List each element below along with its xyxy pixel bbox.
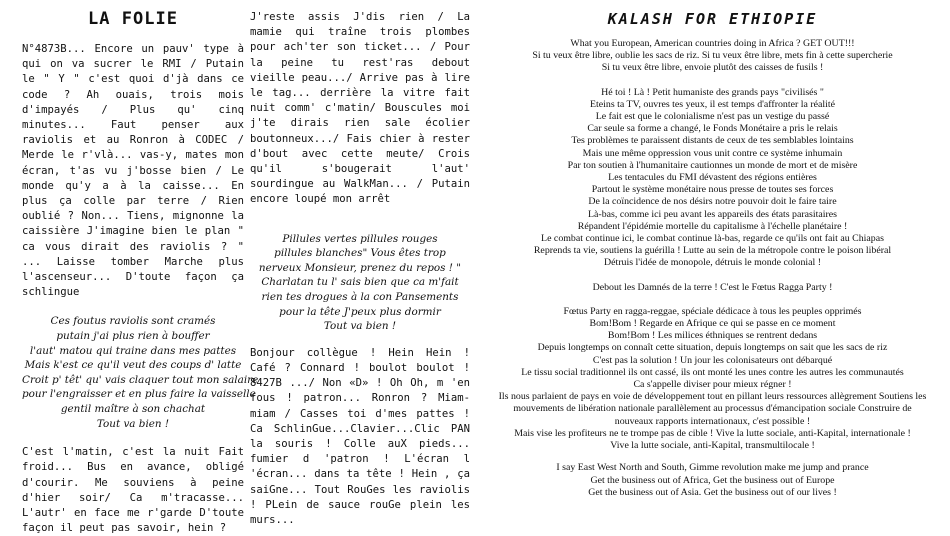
lyric-line: Mais une même oppression vous unit contre ce système inhumain bbox=[582, 147, 843, 159]
lyric-line: Les tentacules du FMI dévastent des régions entières bbox=[608, 172, 817, 184]
lyric-line: Reprends ta vie, soutiens la guérilla ! Lutte au sein de la métropole contre le poison libéral bbox=[533, 245, 892, 257]
lyric-line: Répandent l'épidémie mortelle du capitalisme à l'échelle planétaire ! bbox=[577, 220, 848, 232]
poem-line: pour la tête J'peux plus dormir bbox=[279, 305, 441, 318]
poem-line: Pillules vertes pillules rouges bbox=[282, 232, 438, 245]
poem-line: rien tes drogues à la con Pansements bbox=[261, 291, 459, 304]
left-column bbox=[22, 0, 259, 536]
page-title-kalash: KALASH FOR ETHIOPIE bbox=[607, 10, 818, 28]
lyric-line: Vive la lutte sociale, anti-Kapital, transmultilocale ! bbox=[610, 440, 815, 452]
poem-line: gentil maître à son chachat bbox=[60, 403, 206, 416]
text-paragraph: N°4873B... Encore un pauv' type à qui on va sucrer le RMI / Putain le " Y " c'est quoi d'jà dans ce code ? Ah ouais, trois mois d'impayés / Plus qu' cinq minutes... Faut penser aux raviolis et au Ronron à CODEC / Merde le r'vlà... vas-y, mates mon écran, t'as vu j'bosse bien / Le monde qu'y a à la caisse... En plus ça colle par terre / Rien oublié ? Non... Tiens, mignonne la caissière J'imagine bien le plan " ca vous dirait des raviolis ? " ... Laisse tomber Marche plus l'ascenseur... D'toute façon ça schlingue bbox=[22, 43, 244, 299]
poem-line: Charlatan tu l' sais bien que ca m'fait bbox=[261, 276, 459, 289]
lyric-line: Ca s'appelle diviser pour mieux régner ! bbox=[633, 379, 792, 391]
lyric-line: C'est pas la solution ! Un jour les colonisateurs ont débarqué bbox=[592, 354, 833, 366]
verse-block bbox=[475, 306, 950, 452]
lyric-line: Là-bas, comme ici peu avant les appareils des états parasitaires bbox=[588, 208, 837, 220]
lyric-line: Eteins ta TV, ouvres tes yeux, il est temps d'affronter la réalité bbox=[589, 98, 836, 110]
lyric-line: Bom!Bom ! Regarde en Afrique ce qui se passe en ce moment bbox=[589, 318, 836, 330]
page-title-la-folie: LA FOLIE bbox=[88, 9, 178, 29]
poem-line: Croit p' têt' qu' vais claquer tout mon salaire bbox=[22, 373, 259, 386]
verse-block bbox=[475, 87, 950, 270]
lyric-line: I say East West North and South, Gimme revolution make me jump and prance bbox=[556, 462, 869, 474]
text-paragraph: Bonjour collègue ! Hein Hein ! Café ? Connard ! boulot boulot ! 8427B .../ Non «D» ! Oh Oh, m 'en fous ! patron... Ronron ? Miam-miam / Casses toi d'mes pattes ! Ca SchlinGue...Clavier...Clic PAN la souris ! Colle auX pieds... fumier d 'patron ! L'écran l 'écran... dans ta tête ! Hein , ça saiGne... Tout RouGes les raviolis ! PLein de sauce rouGe plein les murs... bbox=[250, 346, 470, 527]
lyric-line: De la coïncidence de nos désirs notre pouvoir doit le faire taire bbox=[588, 196, 837, 208]
lyric-line: Car seule sa forme a changé, le Fonds Monétaire a pris le relais bbox=[587, 123, 838, 135]
lyric-line: Le combat continue ici, le combat continue là-bas, regarde ce qu'ils ont fait au Chiapas bbox=[541, 233, 884, 245]
lyric-line: Partout le système monétaire nous presse de toutes ses forces bbox=[591, 184, 834, 196]
lyric-line: Tes problèmes te paraissent distants de ceux de tes semblables lointains bbox=[571, 135, 854, 147]
lyric-line: Bom!Bom ! Les milices éthniques se rentrent dedans bbox=[607, 330, 818, 342]
lyric-line: Si tu veux être libre, envoie plutôt des caisses de fusils ! bbox=[601, 62, 824, 74]
lyric-line: Depuis longtemps on connaît cette situation, depuis longtemps on sait que les sacs de riz bbox=[537, 342, 888, 354]
poem-line: putain j'ai plus rien à bouffer bbox=[56, 330, 210, 343]
text-paragraph: C'est l'matin, c'est la nuit Fait froid... Bus en avance, obligé d'courir. Me souviens à peine d'hier soir/ Ca m'tracasse... L'autr' en face me r'garde D'toute façon il peut pas savoir, hein ? bbox=[22, 446, 244, 535]
lyric-line: Get the business out of Africa, Get the business out of Europe bbox=[590, 474, 835, 486]
chorus-line: Debout les Damnés de la terre ! C'est le Fœtus Ragga Party ! bbox=[592, 281, 833, 293]
poem-line: nerveux Monsieur, prenez du repos ! " bbox=[258, 261, 462, 274]
right-page bbox=[475, 0, 950, 498]
text-paragraph: J'reste assis J'dis rien / La mamie qui traîne trois plombes pour ach'ter son ticket... / Pour la peine tu rest'ras debout vieille peau.../ Arrive pas à lire le tag... derrière la vitre fait nuit comm' c'matin/ Bouscules moi j'te dirais rien sale écolier boutonneux.../ Fais chier à rester d'bout avec cette meute/ Crois qu'il s'bougerait l'aut' sourdingue au WalkMan... / Putain encore loupé mon arrêt bbox=[250, 11, 470, 206]
poem-line: Mais k'est ce qu'il veut des coups d' latte bbox=[24, 359, 242, 372]
poem-line: Tout va bien ! bbox=[323, 320, 397, 333]
lyric-line: Ils nous parlaient de pays en voie de développement tout en pillant leurs ressources allègrement Soutiens les bbox=[498, 391, 927, 403]
lyric-line: Fœtus Party en ragga-reggae, spéciale dédicace à tous les peuples opprimés bbox=[563, 305, 862, 317]
right-column bbox=[250, 0, 470, 528]
lyric-line: Get the business out of Asia. Get the business out of our lives ! bbox=[588, 486, 837, 498]
poem-line: pour l'engraisser et en plus faire la vaisselle bbox=[22, 388, 256, 401]
lyric-line: Hé toi ! Là ! Petit humaniste des grands pays "civilisés " bbox=[601, 86, 824, 98]
lyric-line: Détruis l'idée de monopole, détruis le monde colonial ! bbox=[603, 257, 822, 269]
poem-stanza bbox=[250, 232, 470, 334]
lyric-line: Par ton soutien à l'humanitaire cautionnes un monde de mort et de misère bbox=[567, 159, 858, 171]
poem-line: l'aut' matou qui traine dans mes pattes bbox=[29, 344, 237, 357]
intro-block bbox=[475, 38, 950, 75]
poem-line: Tout va bien ! bbox=[96, 417, 170, 430]
lyric-line: nouveaux rapports internationaux, c'est possible ! bbox=[614, 415, 811, 427]
lyric-line: mouvements de libération nationale parallèlement au processus d'émancipation sociale Construire de bbox=[513, 403, 912, 415]
lyric-line: Mais vise les profiteurs ne te trompe pas de cible ! Vive la lutte sociale, anti-Kapital, internationale ! bbox=[514, 427, 911, 439]
lyric-line: Le tissu social traditionnel ils ont cassé, ils ont monté les unes contre les autres les communautés bbox=[521, 366, 904, 378]
poem-line: Ces foutus raviolis sont cramés bbox=[50, 315, 216, 328]
poem-stanza bbox=[22, 314, 259, 431]
lyric-line: Si tu veux être libre, oublie les sacs de riz. Si tu veux être libre, mets fin à cette supercherie bbox=[532, 50, 893, 62]
poem-line: pillules blanches" Vous êtes trop bbox=[274, 247, 446, 260]
outro-block bbox=[475, 462, 950, 499]
left-page bbox=[0, 0, 470, 535]
lyric-line: What you European, American countries doing in Africa ? GET OUT!!! bbox=[570, 38, 855, 49]
lyric-line: Le fait est que le colonialisme n'est pas un vestige du passé bbox=[595, 111, 830, 123]
